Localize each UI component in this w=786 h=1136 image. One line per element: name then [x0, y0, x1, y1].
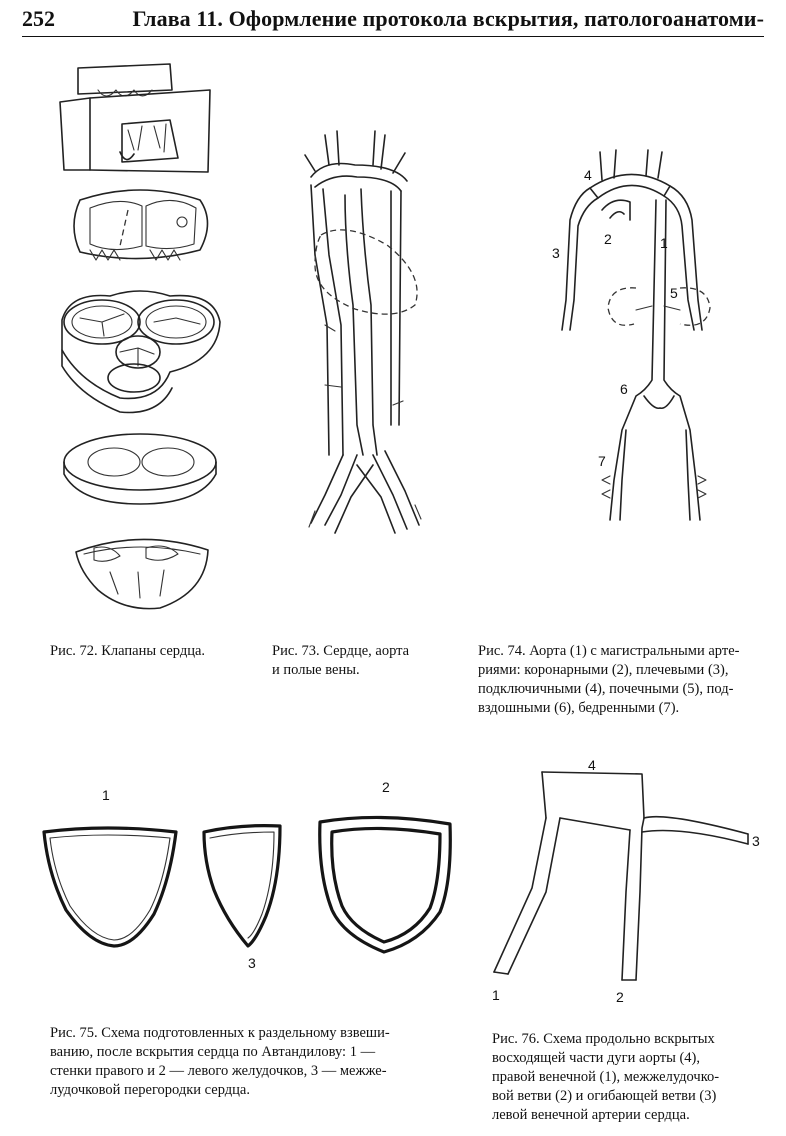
figure-73-caption: [272, 642, 447, 680]
figure-72-caption: Рис. 72. Клапаны сердца.: [50, 643, 206, 659]
figure-74-caption-line-1: Рис. 74. Аорта (1) с магистральными арте-: [478, 643, 740, 659]
figure-74-aorta-arteries: [540, 140, 740, 545]
aorta-vessel: [311, 185, 401, 455]
figure-75-heart-walls: [30, 770, 470, 980]
iliac-bifurcation: [309, 325, 421, 533]
label-1: 1: [492, 987, 500, 1003]
label-3: 3: [752, 833, 760, 849]
aortic-arch: [562, 150, 702, 330]
label-2: 2: [616, 989, 624, 1005]
figure-76-caption: [492, 1030, 774, 1125]
valve-sketch-4: [64, 434, 216, 504]
valve-sketch-2: [74, 190, 208, 260]
figure-72-heart-valves: [50, 60, 230, 620]
label-4: 4: [588, 757, 596, 773]
figure-75-caption: [50, 1024, 452, 1100]
figure-76-caption-line-1: Рис. 76. Схема продольно вскрытых: [492, 1031, 715, 1047]
figure-73-caption-line-1: Рис. 73. Сердце, аорта: [272, 643, 410, 659]
circumflex-branch: [642, 817, 748, 844]
figure-75-caption-line-2: ванию, после вскрытия сердца по Автандилову: 1 —: [50, 1044, 376, 1060]
page-number: 252: [22, 6, 55, 31]
label-3: 3: [552, 245, 560, 261]
figure-76-caption-line-5: левой венечной артерии сердца.: [492, 1107, 690, 1123]
heart-outline: [315, 230, 417, 314]
figure-74-caption: [478, 642, 760, 718]
figure-76-caption-line-2: восходящей части дуги аорты (4),: [492, 1050, 700, 1066]
aortic-arch-branches: [305, 131, 407, 191]
figure-74-caption-line-3: подключичными (4), почечными (5), под-: [478, 681, 734, 697]
label-7: 7: [598, 453, 606, 469]
descending-aorta: [610, 200, 700, 520]
femoral-branches: [602, 476, 706, 498]
label-5: 5: [670, 285, 678, 301]
aortic-root: [542, 772, 644, 818]
figure-72-drawing: [50, 60, 230, 620]
running-title: Глава 11. Оформление протокола вскрытия, патологоанатоми-: [132, 6, 764, 31]
figure-73-caption-line-2: и полые вены.: [272, 662, 360, 678]
label-2: 2: [604, 231, 612, 247]
label-2: 2: [382, 779, 390, 795]
valve-sketch-5: [76, 539, 208, 608]
interventricular-branch: [622, 818, 644, 980]
figure-75-caption-line-3: стенки правого и 2 — левого желудочков, 3 — межже-: [50, 1063, 387, 1079]
label-6: 6: [620, 381, 628, 397]
label-3: 3: [248, 955, 256, 971]
figure-75-caption-line-4: лудочковой перегородки сердца.: [50, 1082, 250, 1098]
valve-sketch-1: [60, 64, 210, 172]
figure-74-drawing: [540, 140, 740, 545]
right-ventricle-wall: [44, 828, 176, 946]
figure-75-caption-line-1: Рис. 75. Схема подготовленных к раздельному взвеши-: [50, 1025, 390, 1041]
right-coronary: [494, 818, 560, 974]
label-1: 1: [660, 235, 668, 251]
figure-73-drawing: [285, 125, 445, 560]
figure-76-drawing: [480, 752, 770, 1012]
figure-74-caption-line-2: риями: коронарными (2), плечевыми (3),: [478, 662, 729, 678]
left-ventricle-wall: [320, 817, 451, 952]
figure-76-caption-line-3: правой венечной (1), межжелудочко-: [492, 1069, 720, 1085]
figure-76-coronary-arteries: [480, 752, 770, 1012]
label-1: 1: [102, 787, 110, 803]
label-4: 4: [584, 167, 592, 183]
page-header: [22, 6, 764, 37]
renal-arteries: [608, 288, 710, 325]
figure-75-drawing: [30, 770, 470, 980]
figure-73-heart-aorta-veins: [285, 125, 445, 560]
figure-76-caption-line-4: вой ветви (2) и огибающей ветви (3): [492, 1088, 717, 1104]
figure-74-caption-line-4: вздошными (6), бедренными (7).: [478, 700, 680, 716]
septum: [204, 826, 280, 946]
valve-sketch-3: [62, 291, 220, 413]
